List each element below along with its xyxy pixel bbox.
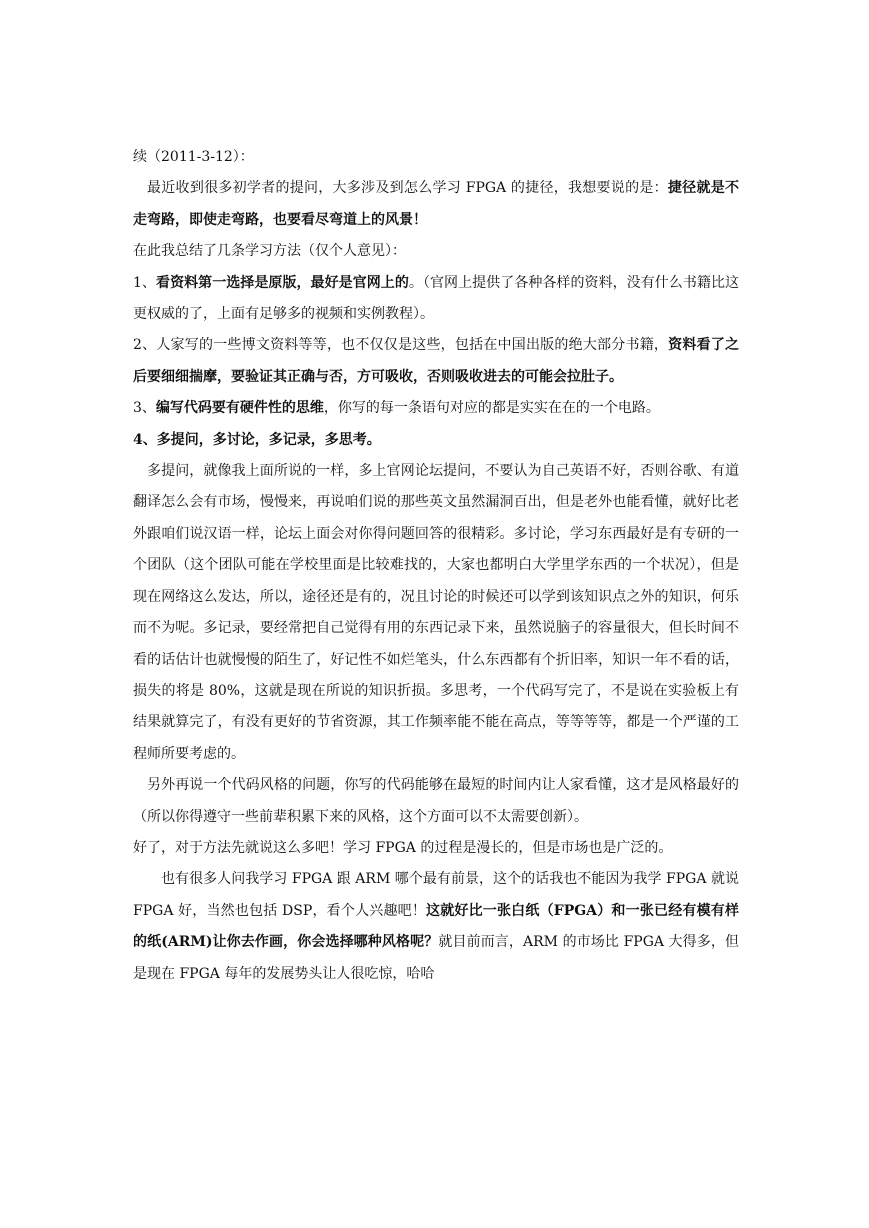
list-item-1-text: 。（官网上提供了各种各样的资料，没有什么书籍比这更权威的了，上面有足够多的视频和实例教程）。 (133, 274, 740, 323)
section-heading: 续（2011-3-12）： (133, 149, 254, 165)
fpga-arm-emphasis: 这就好比一张白纸（FPGA）和一张已经有模有样的纸(ARM)让你去作画，你会选择哪种风格呢？ (133, 902, 739, 951)
discussion-paragraph: 多提问，就像我上面所说的一样，多上官网论坛提问，不要认为自己英语不好，否则谷歌、有道翻译怎么会有市场，慢慢来，再说咱们说的那些英文虽然漏洞百出，但是老外也能看懂，就好比老外跟咱们说汉语一样，论坛上面会对你得问题回答的很精彩。多讨论，学习东西最好是有专研的一个团队（这个团队可能在学校里面是比较难找的，大家也都明白大学里学东西的一个状况），但是现在网络这么发达，所以，途径还是有的，况且讨论的时候还可以学到该知识点之外的知识，何乐而不为呢。多记录，要经常把自己觉得有用的东西记录下来，虽然说脑子的容量很大，但长时间不看的话估计也就慢慢的陌生了，好记性不如烂笔头，什么东西都有个折旧率，知识一年不看的话，损失的将是 80%，这就是现在所说的知识折损。多思考，一个代码写完了，不是说在实验板上有结果就算完了，有没有更好的节省资源，其工作频率能不能在高点，等等等等，都是一个严谨的工程师所要考虑的。 (133, 463, 739, 762)
list-item-4-number: 4、 (133, 431, 157, 448)
list-item-1-emphasis: 看资料第一选择是原版，最好是官网上的 (156, 274, 409, 291)
intro-emphasis: 捷径就是不走弯路，即使走弯路，也要看尽弯道上的风景！ (133, 180, 740, 228)
list-item-3 (133, 393, 739, 424)
list-item-1 (133, 268, 739, 331)
list-item-4-emphasis: 多提问，多讨论，多记录，多思考。 (156, 431, 381, 448)
list-item-2-emphasis: 资料看了之后要细细揣摩，要验证其正确与否，方可吸收，否则吸收进去的可能会拉肚子。 (133, 337, 740, 385)
document-body (133, 142, 739, 990)
fpga-arm-text: 也有很多人问我学习 FPGA 跟 ARM 哪个最有前景，这个的话我也不能因为我学 FPGA 就说 FPGA 好，当然也包括 DSP，看个人兴趣吧！ (133, 871, 739, 919)
intro-text: 最近收到很多初学者的提问，大多涉及到怎么学习 FPGA 的捷径，我想要说的是： (147, 180, 668, 197)
fpga-arm-conclusion: 就目前而言，ARM 的市场比 FPGA 大得多，但是现在 FPGA 每年的发展势头让人很吃惊，哈哈 (133, 934, 740, 982)
list-item-1-number: 1、 (133, 274, 157, 291)
list-item-2 (133, 330, 739, 393)
closing-line: 好了，对于方法先就说这么多吧！学习 FPGA 的过程是漫长的，但是市场也是广泛的。 (133, 839, 673, 856)
fpga-arm-paragraph (133, 864, 739, 990)
list-item-2-text: 2、人家写的一些博文资料等等，也不仅仅是这些，包括在中国出版的绝大部分书籍， (133, 337, 669, 354)
code-style-paragraph: 另外再说一个代码风格的问题，你写的代码能够在最短的时间内让人家看懂，这才是风格最好的（所以你得遵守一些前辈积累下来的风格，这个方面可以不太需要创新）。 (133, 777, 739, 825)
list-item-3-emphasis: 编写代码要有硬件性的思维 (155, 400, 324, 417)
intro-paragraph (133, 173, 739, 236)
list-item-3-number: 3、 (133, 400, 156, 417)
list-item-3-text: ，你写的每一条语句对应的都是实实在在的一个电路。 (323, 400, 660, 417)
list-item-4 (133, 425, 739, 456)
summary-line: 在此我总结了几条学习方法（仅个人意见）： (133, 243, 406, 260)
